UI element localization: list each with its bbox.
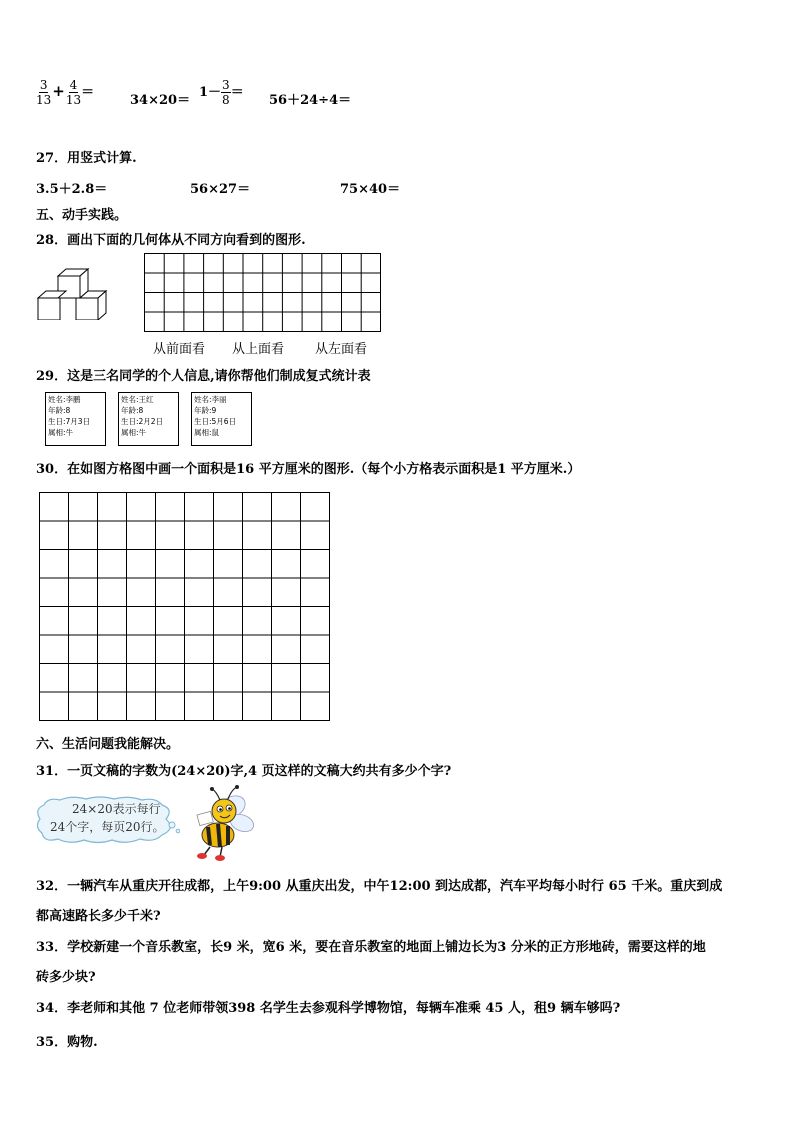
- card-age: 年龄:9: [194, 406, 217, 415]
- label-front-view: 从前面看: [153, 342, 206, 357]
- card-birthday: 生日:5月6日: [194, 417, 237, 426]
- q27-item-3: 75×40＝: [340, 182, 401, 197]
- q33-line-1: 33．学校新建一个音乐教室，长9 米，宽6 米，要在音乐教室的地面上铺边长为3 分米的正方形地砖，需要这样的地: [36, 940, 706, 955]
- q28-drawing-grid[interactable]: [144, 253, 382, 333]
- q30-square-grid[interactable]: [39, 492, 331, 722]
- card-age: 年龄:8: [121, 406, 144, 415]
- card-name: 姓名:李丽: [194, 395, 227, 404]
- q27-title: 27．用竖式计算.: [36, 151, 137, 166]
- q35-text: 35．购物.: [36, 1035, 98, 1050]
- speech-bubble-text: [50, 800, 165, 836]
- q28-title: 28．画出下面的几何体从不同方向看到的图形.: [36, 233, 306, 248]
- card-birthday: 生日:7月3日: [48, 417, 91, 426]
- info-card-2: [118, 392, 179, 446]
- cube-solid-figure: [36, 268, 108, 320]
- calc-56-24-4: 56＋24÷4＝: [269, 93, 352, 108]
- section-5-heading: 五、动手实践。: [36, 208, 128, 223]
- card-birthday: 生日:2月2日: [121, 417, 164, 426]
- card-zodiac: 属相:牛: [48, 428, 74, 437]
- info-card-3: [191, 392, 252, 446]
- q27-item-2: 56×27＝: [190, 182, 251, 197]
- bee-mascot-icon: [180, 783, 260, 863]
- card-name: 姓名:王红: [121, 395, 154, 404]
- bubble-line-2: 24个字，每页20行。: [50, 820, 165, 834]
- bubble-line-1: 24×20表示每行: [72, 802, 161, 816]
- fraction-4-13: $\frac{4}{13}$: [65, 78, 82, 107]
- q33-line-2: 砖多少块?: [36, 970, 96, 985]
- card-zodiac: 属相:鼠: [194, 428, 220, 437]
- fraction-3-8: $\frac{3}{8}$: [222, 78, 230, 107]
- card-name: 姓名:李鹏: [48, 395, 81, 404]
- card-zodiac: 属相:牛: [121, 428, 147, 437]
- calc-1-minus-frac: 1－ $\frac{3}{8}$ ＝: [199, 78, 244, 107]
- label-left-view: 从左面看: [315, 342, 368, 357]
- q32-line-1: 32．一辆汽车从重庆开往成都，上午9:00 从重庆出发，中午12:00 到达成都，汽车平均每小时行 65 千米。重庆到成: [36, 879, 723, 894]
- fraction-3-13: $\frac{3}{13}$: [36, 78, 52, 107]
- card-age: 年龄:8: [48, 406, 71, 415]
- q32-line-2: 都高速路长多少千米?: [36, 909, 161, 924]
- info-card-1: [45, 392, 106, 446]
- q30-title: 30．在如图方格图中画一个面积是16 平方厘米的图形.（每个小方格表示面积是1 平方厘米.）: [36, 462, 581, 477]
- label-top-view: 从上面看: [232, 342, 285, 357]
- q34-text: 34．李老师和其他 7 位老师带领398 名学生去参观科学博物馆，每辆车准乘 45 人，租9 辆车够吗?: [36, 1001, 621, 1016]
- calc-34x20: 34×20＝: [130, 93, 191, 108]
- q29-title: 29．这是三名同学的个人信息,请你帮他们制成复式统计表: [36, 369, 371, 384]
- calc-row: $\frac{3}{13}$ + $\frac{4}{13}$ ＝: [36, 78, 95, 107]
- q31-title: 31．一页文稿的字数为(24×20)字,4 页这样的文稿大约共有多少个字?: [36, 764, 452, 779]
- q27-item-1: 3.5＋2.8＝: [36, 182, 108, 197]
- section-6-heading: 六、生活问题我能解决。: [36, 737, 180, 752]
